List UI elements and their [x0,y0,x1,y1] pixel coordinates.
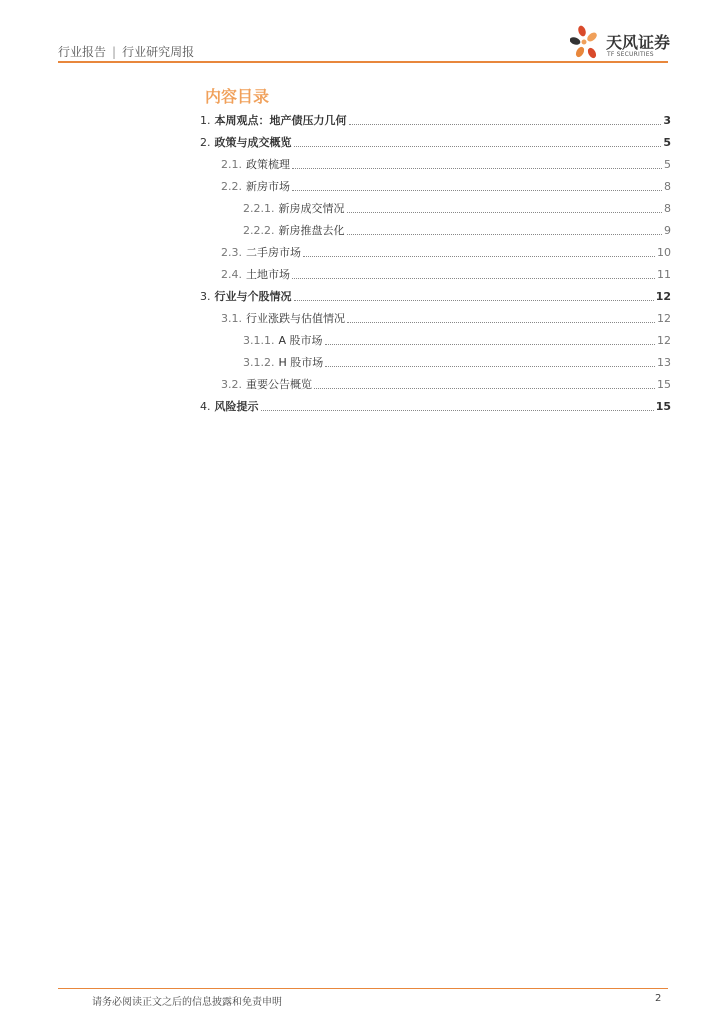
toc-leader-dots [325,344,655,345]
toc-entry-title: A 股市场 [278,334,323,347]
report-type: 行业报告 [58,45,107,59]
toc-entry-page: 10 [657,246,671,259]
toc-entry-number: 2. [200,136,211,149]
toc-leader-dots [347,322,655,323]
toc-leader-dots [349,124,662,125]
toc-entry-title: 风险提示 [214,400,259,413]
toc-entry[interactable] [221,312,671,326]
table-of-contents [0,0,724,420]
toc-entry-number: 1. [200,114,211,127]
toc-entry-title: 二手房市场 [246,246,301,259]
toc-entry[interactable] [200,136,671,150]
toc-leader-dots [314,388,655,389]
toc-leader-dots [292,190,662,191]
toc-entry-number: 3.1.2. [243,356,275,369]
toc-entry[interactable] [221,180,671,194]
toc-entry-number: 2.3. [221,246,242,259]
toc-entry-number: 2.4. [221,268,242,281]
toc-entry[interactable] [200,290,671,304]
toc-entry-title: 行业与个股情况 [214,290,292,303]
toc-entry-page: 15 [655,400,671,413]
toc-entry-number: 2.2.2. [243,224,275,237]
toc-entry-page: 8 [664,180,671,193]
toc-entry-number: 2.2.1. [243,202,275,215]
toc-entry-page: 12 [657,334,671,347]
toc-entry-page: 15 [657,378,671,391]
toc-entry-page: 9 [664,224,671,237]
toc-entry[interactable] [243,356,671,370]
footer-disclaimer: 请务必阅读正文之后的信息披露和免责申明 [92,997,282,1008]
toc-entry-number: 2.2. [221,180,242,193]
toc-entry-title: 新房成交情况 [278,202,345,215]
toc-entry-title: 行业涨跌与估值情况 [246,312,345,325]
toc-entry-title: 新房推盘去化 [278,224,345,237]
toc-leader-dots [292,278,655,279]
toc-entry-number: 3.2. [221,378,242,391]
toc-leader-dots [325,366,655,367]
toc-entry-page: 13 [657,356,671,369]
toc-entry-title: 本周观点：地产债压力几何 [214,114,347,127]
toc-entry[interactable] [221,378,671,392]
header-separator: | [112,45,117,59]
toc-entry-page: 3 [663,114,671,127]
toc-entry-title: H 股市场 [278,356,324,369]
toc-entry-title: 政策梳理 [246,158,290,171]
toc-entry-page: 12 [657,312,671,325]
toc-entry-title: 土地市场 [246,268,290,281]
page-number: 2 [655,993,662,1004]
toc-entry[interactable] [200,114,671,128]
toc-entry-title: 新房市场 [246,180,290,193]
toc-entry-page: 8 [664,202,671,215]
toc-entry-number: 2.1. [221,158,242,171]
toc-entry-page: 11 [657,268,671,281]
toc-leader-dots [347,212,663,213]
toc-entry-title: 重要公告概览 [246,378,312,391]
toc-leader-dots [303,256,655,257]
toc-entry-number: 3.1. [221,312,242,325]
logo-english-name: TF SECURITIES [607,51,654,58]
toc-entry-number: 3.1.1. [243,334,275,347]
toc-leader-dots [292,168,662,169]
toc-entry-number: 4. [200,400,211,413]
toc-leader-dots [261,410,654,411]
toc-entry[interactable] [221,158,671,172]
toc-entry-number: 3. [200,290,211,303]
toc-entry[interactable] [221,268,671,282]
footer-divider [58,988,668,989]
report-category: 行业研究周报 [122,45,195,59]
toc-entry-page: 5 [663,136,671,149]
toc-leader-dots [294,146,662,147]
toc-entry[interactable] [243,202,671,216]
logo-chinese-name: 天风证券 [606,33,671,52]
toc-entry[interactable] [200,400,671,414]
toc-entry[interactable] [221,246,671,260]
toc-heading: 内容目录 [205,87,270,106]
toc-leader-dots [294,300,654,301]
toc-entry-page: 12 [655,290,671,303]
toc-entry-page: 5 [664,158,671,171]
toc-entry[interactable] [243,224,671,238]
toc-entry-title: 政策与成交概览 [214,136,292,149]
toc-leader-dots [347,234,663,235]
toc-entry[interactable] [243,334,671,348]
